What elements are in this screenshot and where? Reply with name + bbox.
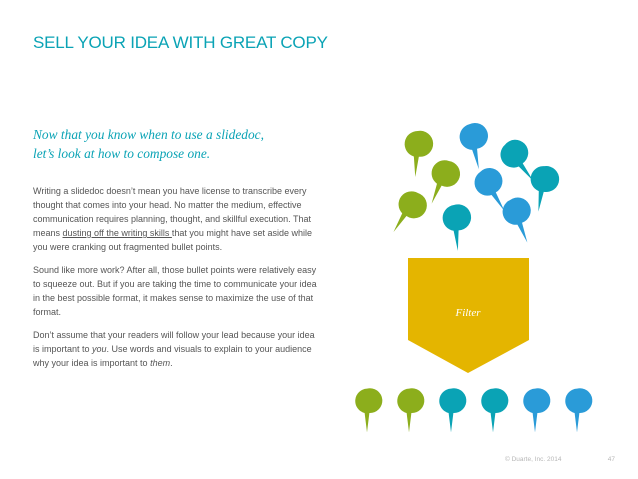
writing-skills-link[interactable]: dusting off the writing skills <box>62 228 172 238</box>
drop-icon <box>481 388 508 432</box>
paragraph-3-end: . <box>170 358 173 368</box>
slide-title: SELL YOUR IDEA WITH GREAT COPY <box>33 33 328 52</box>
filter-label: Filter <box>455 307 481 319</box>
drop-icon <box>355 388 382 432</box>
scattered-drops <box>383 121 561 252</box>
drop-icon <box>397 388 424 432</box>
copyright: © Duarte, Inc. 2014 <box>505 456 562 463</box>
drop-icon <box>420 156 464 210</box>
drop-icon <box>499 194 543 248</box>
lead-line-2: let’s look at how to compose one. <box>33 146 211 161</box>
emphasis-you: you <box>92 344 107 354</box>
paragraph-3-text: Don’t assume that your readers will follow your lead because your idea is important to <box>33 330 315 354</box>
drop-icon <box>383 186 432 240</box>
lead-line-1: Now that you know when to use a slidedoc, <box>33 127 264 142</box>
page-number: 47 <box>607 456 615 463</box>
drop-icon <box>565 388 592 432</box>
drop-icon <box>442 203 474 252</box>
drop-icon <box>523 388 550 432</box>
drop-icon <box>403 130 434 178</box>
paragraph-1-text: Writing a slidedoc doesn’t mean you have license to transcribe every thought that comes into your head. No matter the medium, effective communication requires planning, thought, and skillful execution. That means <box>33 186 311 238</box>
drop-icon <box>526 164 561 214</box>
emphasis-them: them <box>150 358 171 368</box>
paragraph-1-end: that you might have set aside while you were cranking out fragmented bullet points. <box>33 228 312 252</box>
footer <box>505 456 615 463</box>
paragraph-3-middle: . Use words and visuals to explain to your audience why your idea is important to <box>33 344 312 368</box>
filter-funnel <box>408 258 529 373</box>
filtered-drops <box>355 388 592 432</box>
paragraph-2: Sound like more work? After all, those bullet points were relatively easy to squeeze out. But if you are taking the time to communicate your idea in the best possible format, it makes sense to maximize the use of that format. <box>33 265 317 317</box>
drop-icon <box>457 121 495 172</box>
drop-icon <box>439 388 466 432</box>
